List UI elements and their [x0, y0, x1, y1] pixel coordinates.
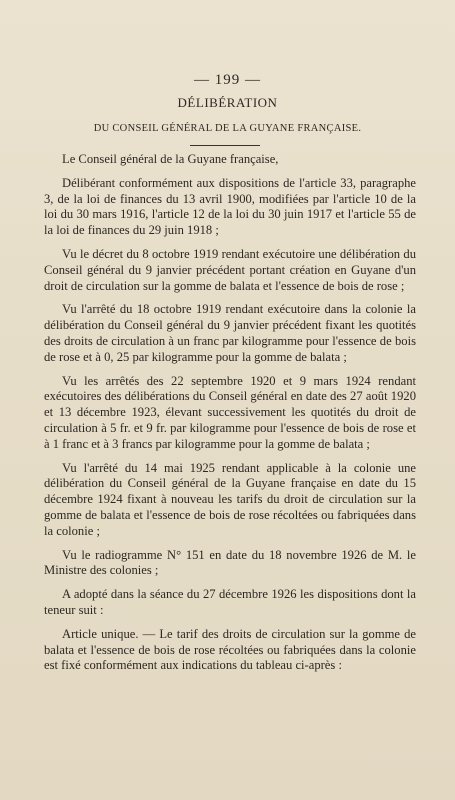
paragraph-arretes-1920-1924: Vu les arrêtés des 22 septembre 1920 et 9 mars 1924 rendant exécutoires des délibérations du Conseil général en date des 27 août 1920 et 13 décembre 1923, élevant successivement les quotités du droit de circulation à 5 fr. et 9 fr. par kilogramme pour l'essence de bois de rose et à 1 franc et à 3 francs par kilogramme pour la gomme de balata ;: [44, 373, 416, 451]
paragraph-radiogramme: Vu le radiogramme N° 151 en date du 18 novembre 1926 de M. le Ministre des colonies ;: [44, 547, 416, 578]
paragraph-preamble: Le Conseil général de la Guyane française,: [62, 152, 279, 166]
paragraph-article-unique: Article unique. — Le tarif des droits de circulation sur la gomme de balata et l'essence de bois de rose récoltées ou fabriquées dans la colonie est fixé conformément aux indications du tableau ci-après :: [44, 626, 416, 673]
paragraph-arrete-1919: Vu l'arrêté du 18 octobre 1919 rendant exécutoire dans la colonie la délibération du Conseil général du 9 janvier précédent fixant les quotités des droits de circulation à un franc par kilogramme pour l'essence de bois de rose et à 0, 25 par kilogramme pour la gomme de balata ;: [44, 302, 416, 364]
page-number: — 199 —: [194, 72, 261, 88]
paragraph-decret-1919: Vu le décret du 8 octobre 1919 rendant exécutoire une délibération du Conseil général du 9 janvier précédent portant création en Guyane d'un droit de circulation sur la gomme de balata et l'essence de bois de rose ;: [44, 246, 416, 293]
paragraph-deliberant: Délibérant conformément aux dispositions de l'article 33, paragraphe 3, de la loi de finances du 13 avril 1900, modifiées par l'article 10 de la loi du 30 mars 1916, l'article 12 de la loi du 30 juin 1917 et l'article 55 de la loi de finances du 29 juin 1918 ;: [44, 175, 416, 238]
document-body: [44, 152, 416, 682]
paragraph-arrete-1925: Vu l'arrêté du 14 mai 1925 rendant applicable à la colonie une délibération du Conseil général de la Guyane française en date du 15 décembre 1924 fixant à nouveau les tarifs du droit de circulation sur la gomme de balata et l'essence de bois de rose récoltées ou fabriquées dans la colonie ;: [44, 460, 416, 538]
paragraph-adoption: A adopté dans la séance du 27 décembre 1926 les dispositions dont la teneur suit :: [44, 587, 416, 617]
document-title: DÉLIBÉRATION: [177, 95, 278, 110]
document-subtitle: DU CONSEIL GÉNÉRAL DE LA GUYANE FRANÇAISE.: [93, 123, 362, 134]
title-divider: [190, 145, 260, 146]
